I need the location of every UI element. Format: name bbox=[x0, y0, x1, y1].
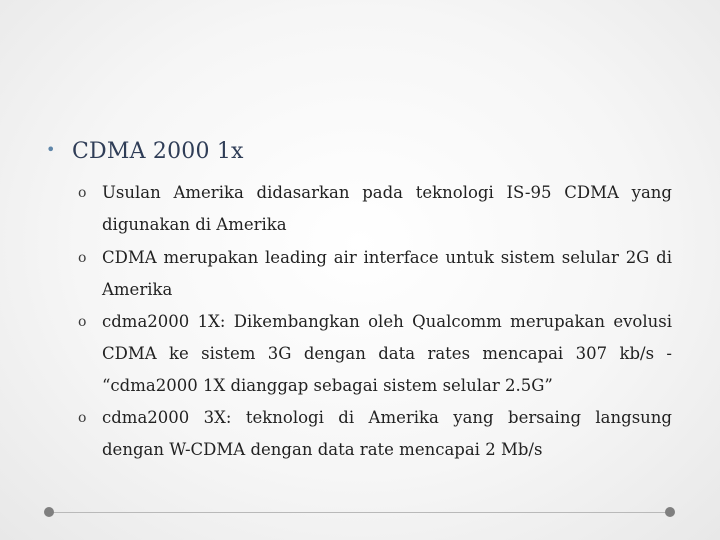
footer-dot-right bbox=[665, 507, 675, 517]
bullet-marker: o bbox=[78, 185, 87, 201]
footer-divider-line bbox=[50, 512, 670, 513]
title-bullet: • bbox=[46, 140, 56, 159]
bullet-item bbox=[78, 242, 672, 306]
bullet-text: Usulan Amerika didasarkan pada teknologi IS-95 CDMA yang digunakan di Amerika bbox=[102, 183, 672, 234]
bullet-text: cdma2000 3X: teknologi di Amerika yang bersaing langsung dengan W-CDMA dengan data rate mencapai 2 Mb/s bbox=[102, 408, 672, 459]
bullet-text: cdma2000 1X: Dikembangkan oleh Qualcomm merupakan evolusi CDMA ke sistem 3G dengan data rates mencapai 307 kb/s - “cdma2000 1X dianggap sebagai sistem selular 2.5G” bbox=[102, 312, 672, 395]
bullet-item bbox=[78, 177, 672, 241]
bullet-item bbox=[78, 306, 672, 402]
slide-title bbox=[46, 139, 244, 164]
slide-title-text: CDMA 2000 1x bbox=[72, 139, 244, 164]
footer-dot-left bbox=[44, 507, 54, 517]
bullet-text: CDMA merupakan leading air interface untuk sistem selular 2G di Amerika bbox=[102, 248, 672, 299]
bullet-item bbox=[78, 402, 672, 466]
bullet-marker: o bbox=[78, 314, 87, 330]
bullet-marker: o bbox=[78, 410, 87, 426]
bullet-marker: o bbox=[78, 250, 87, 266]
